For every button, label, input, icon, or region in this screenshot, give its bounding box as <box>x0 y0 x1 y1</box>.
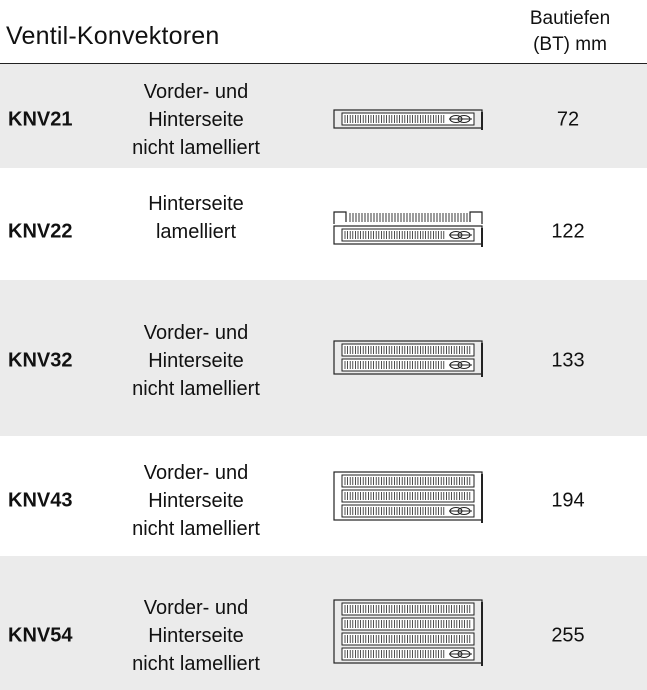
description-line: nicht lamelliert <box>132 518 260 540</box>
description-line: Vorder- und <box>143 81 249 103</box>
model-description <box>116 459 276 543</box>
radiator-cross-section <box>328 337 488 379</box>
model-name: KNV43 <box>8 489 73 512</box>
description-line: Hinterseite <box>148 490 244 512</box>
casing-right <box>470 212 482 224</box>
description-line: Hinterseite <box>148 625 244 647</box>
page-title: Ventil-Konvektoren <box>6 22 220 50</box>
table-header <box>0 0 647 64</box>
model-description <box>116 190 276 246</box>
model-description <box>116 594 276 678</box>
radiator-cross-section <box>328 208 488 250</box>
radiator-cross-section <box>328 106 488 130</box>
convector-fins <box>350 213 467 222</box>
radiator-cross-section <box>328 468 488 530</box>
model-name: KNV32 <box>8 349 73 372</box>
description-line: Vorder- und <box>143 597 249 619</box>
depth-value: 133 <box>551 349 585 372</box>
description-line: Vorder- und <box>143 322 249 344</box>
model-description <box>116 319 276 403</box>
table-row-knv54 <box>0 556 647 690</box>
description-line: Vorder- und <box>143 462 249 484</box>
description-line: Hinterseite <box>148 109 244 131</box>
depth-value: 194 <box>551 489 585 512</box>
depth-value: 122 <box>551 220 585 243</box>
description-line: Hinterseite <box>148 193 244 215</box>
model-name: KNV22 <box>8 220 73 243</box>
depth-column-header <box>510 6 630 58</box>
depth-value: 255 <box>551 624 585 647</box>
description-line: lamelliert <box>155 221 237 243</box>
radiator-cross-section <box>328 596 488 670</box>
model-name: KNV21 <box>8 108 73 131</box>
table-row-knv32 <box>0 280 647 436</box>
depth-header-line2: (BT) mm <box>533 34 607 55</box>
table-row-knv21 <box>0 64 647 168</box>
description-line: nicht lamelliert <box>132 137 260 159</box>
description-line: nicht lamelliert <box>132 378 260 400</box>
description-line: Hinterseite <box>148 350 244 372</box>
depth-header-line1: Bautiefen <box>529 8 611 29</box>
casing-left <box>334 212 346 224</box>
table-row-knv22 <box>0 168 647 280</box>
table-row-knv43 <box>0 436 647 556</box>
model-description <box>116 78 276 162</box>
model-name: KNV54 <box>8 624 73 647</box>
depth-value: 72 <box>556 108 580 131</box>
description-line: nicht lamelliert <box>132 653 260 675</box>
